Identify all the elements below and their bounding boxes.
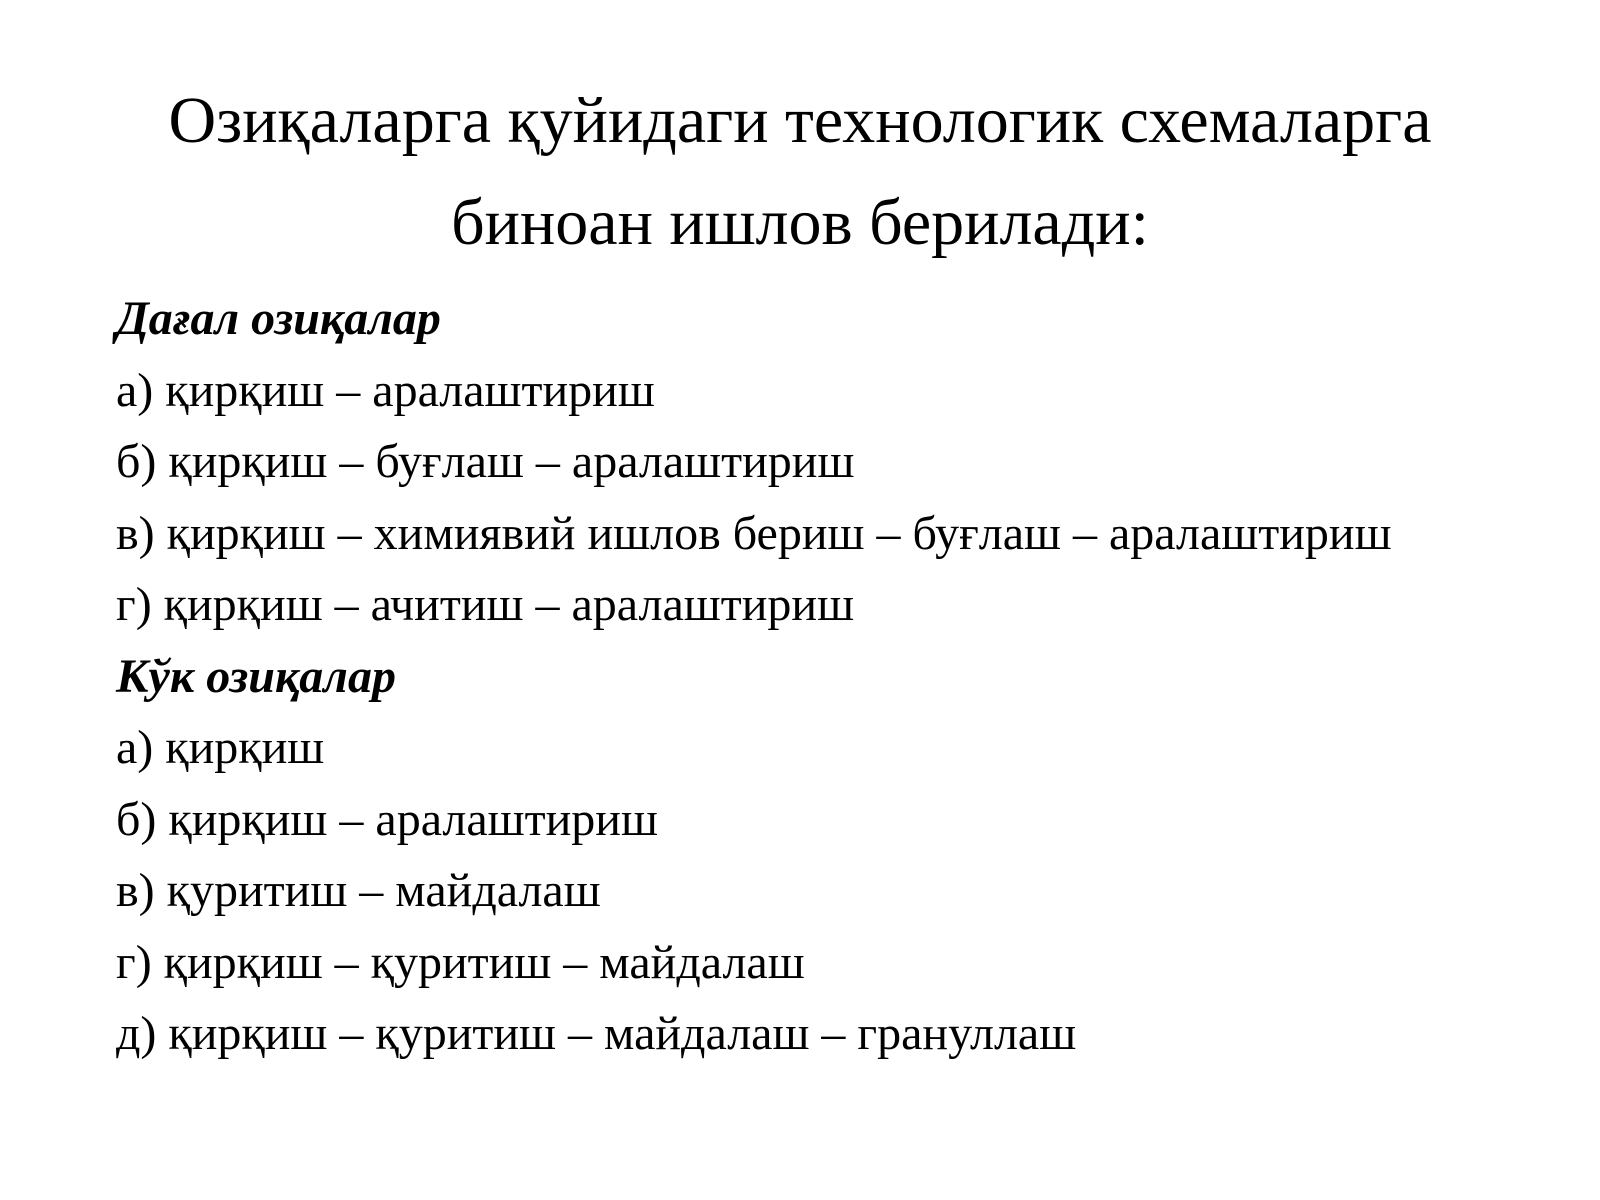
list-item: г) қирқиш – қуритиш – майдалаш	[116, 935, 805, 989]
list-item: в) қирқиш – химиявий ишлов бериш – буғлаш – аралаштириш	[116, 506, 1392, 560]
list-item: а) қирқиш	[116, 721, 325, 774]
slide-title-line-2: биноан ишлов берилади:	[451, 186, 1149, 259]
slide-body	[116, 283, 1586, 1070]
list-item: а) қирқиш – аралаштириш	[116, 363, 655, 417]
section-coarse-feeds	[116, 283, 1586, 641]
list-item: б) қирқиш – аралаштириш	[116, 792, 658, 846]
list-item: в) қуритиш – майдалаш	[116, 864, 601, 917]
list-item: г) қирқиш – ачитиш – аралаштириш	[116, 578, 855, 631]
section-green-feeds	[116, 641, 1586, 1070]
list-item: б) қирқиш – буғлаш – аралаштириш	[116, 435, 855, 488]
section-heading: Дағал озиқалар	[116, 292, 441, 345]
slide-title	[0, 70, 1600, 274]
list-item: д) қирқиш – қуритиш – майдалаш – грануллаш	[116, 1007, 1077, 1060]
section-heading: Кўк озиқалар	[116, 649, 396, 703]
slide-title-line-1: Озиқаларга қуйидаги технологик схемаларга	[168, 84, 1432, 157]
